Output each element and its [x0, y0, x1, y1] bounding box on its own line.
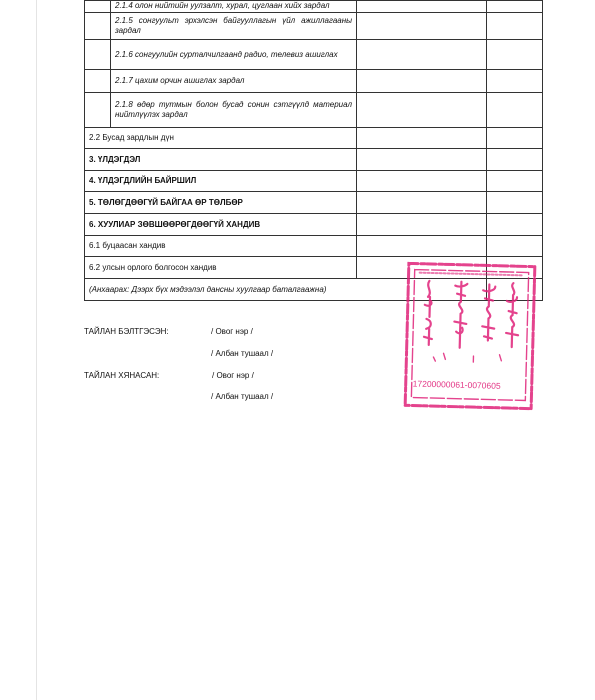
row-label: 6.1 буцаасан хандив	[85, 236, 357, 257]
page-edge-line	[36, 0, 37, 700]
reviewed-label: ТАЙЛАН ХЯНАСАН:	[84, 371, 160, 380]
table-row	[85, 1, 543, 13]
subrow-label: 2.1.5 сонгуульт эрхэлсэн байгууллагын үйл ажиллагааны зардал	[111, 13, 357, 40]
subrow-label: 2.1.7 цахим орчин ашиглах зардал	[111, 70, 357, 93]
prepared-position-field: / Албан тушаал /	[211, 349, 274, 358]
reviewed-position-field: / Албан тушаал /	[211, 392, 274, 401]
table-row	[85, 149, 543, 171]
prepared-label: ТАЙЛАН БЭЛТГЭСЭН:	[84, 327, 169, 336]
table-row	[85, 192, 543, 214]
subrow-label: 2.1.4 олон нийтийн уулзалт, хурал, цуглаан хийх зардал	[111, 1, 357, 13]
table-row	[85, 93, 543, 128]
table-row	[85, 236, 543, 257]
table-row	[85, 40, 543, 70]
row-label: 3. ҮЛДЭГДЭЛ	[85, 149, 357, 171]
report-table	[84, 0, 543, 301]
prepared-name-field: / Овог нэр /	[211, 327, 253, 336]
table-note: (Анхаарах: Дээрх бүх мэдээлэл дансны хуулгаар баталгаажна)	[85, 279, 487, 301]
table-row	[85, 214, 543, 236]
table-row	[85, 13, 543, 40]
table-row	[85, 171, 543, 192]
stamp-graphic	[402, 260, 538, 411]
reviewed-name-field: / Овог нэр /	[212, 371, 254, 380]
subrow-label: 2.1.6 сонгуулийн сурталчилгаанд радио, телевиз ашиглах	[111, 40, 357, 70]
table-row	[85, 70, 543, 93]
subrow-label: 2.1.8 өдөр тутмын болон бусад сонин сэтгүүлд материал нийтлүүлэх зардал	[111, 93, 357, 128]
row-label: 5. ТӨЛӨГДӨӨГҮЙ БАЙГАА ӨР ТӨЛБӨР	[85, 192, 357, 214]
row-label: 2.2 Бусад зардлын дүн	[85, 128, 357, 149]
row-label: 6.2 улсын орлого болгосон хандив	[85, 257, 357, 279]
table-row	[85, 128, 543, 149]
signature-block	[84, 322, 384, 432]
row-label: 4. ҮЛДЭГДЛИЙН БАЙРШИЛ	[85, 171, 357, 192]
row-label: 6. ХУУЛИАР ЗӨВШӨӨРӨГДӨӨГҮЙ ХАНДИВ	[85, 214, 357, 236]
stamp-number: 17200000061-0070605	[412, 378, 501, 391]
official-stamp	[402, 260, 538, 411]
